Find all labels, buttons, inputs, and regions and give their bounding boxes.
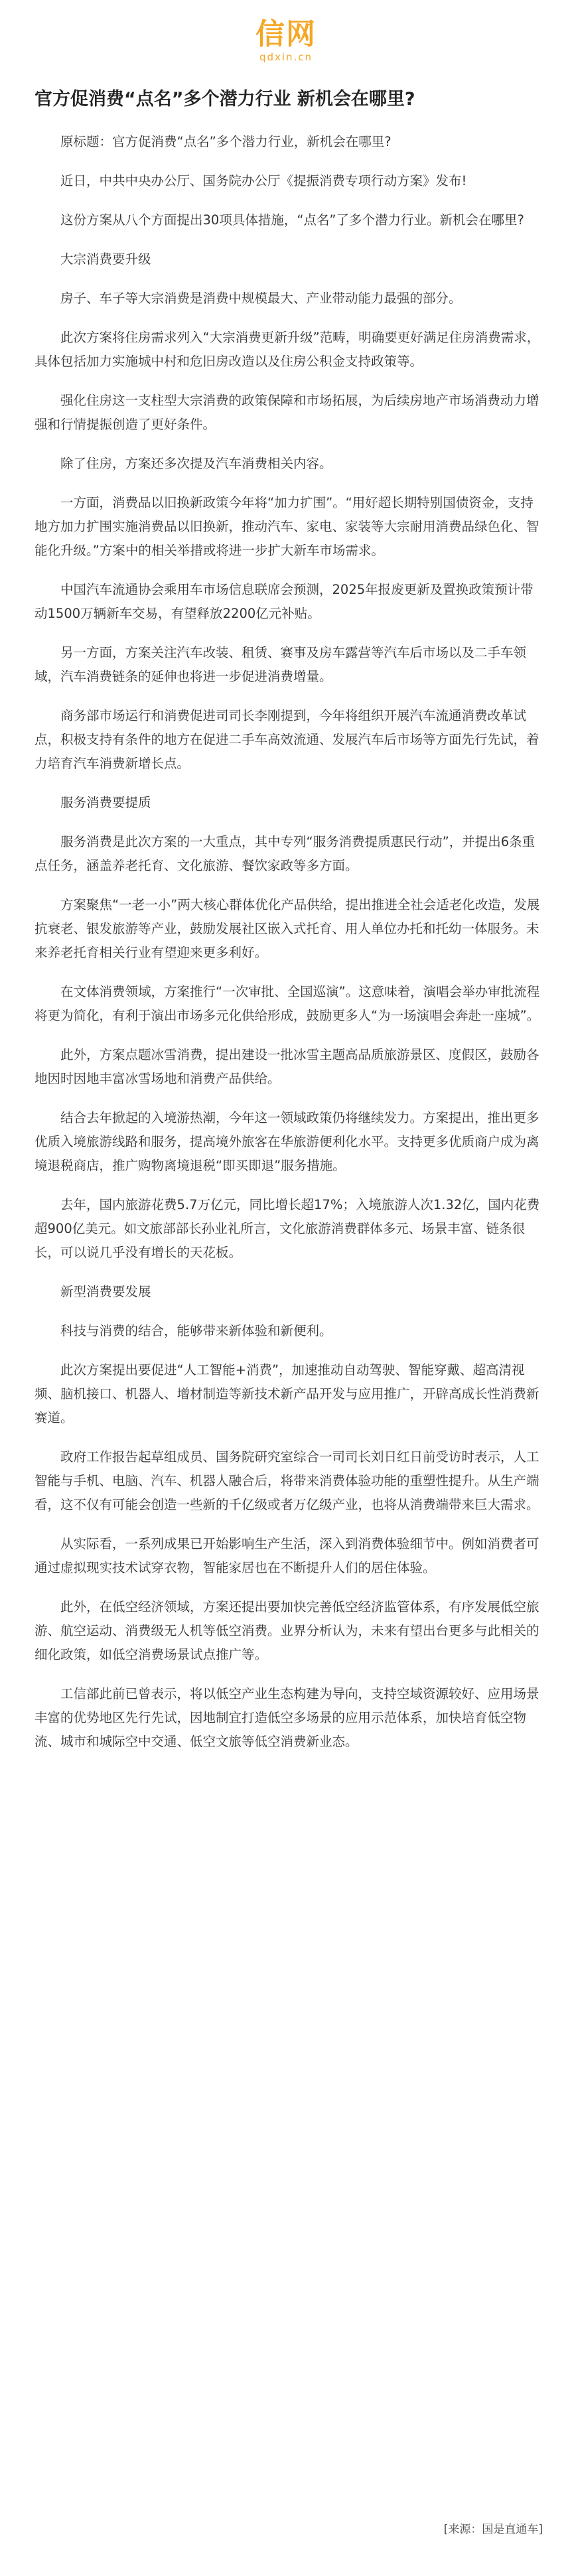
paragraph: 从实际看，一系列成果已开始影响生产生活，深入到消费体验细节中。例如消费者可通过虚拟现实技术试穿衣物，智能家居也在不断提升人们的居住体验。 [35,1536,539,1575]
paragraph: 房子、车子等大宗消费是消费中规模最大、产业带动能力最强的部分。 [60,291,462,306]
paragraph: 工信部此前已曾表示，将以低空产业生态构建为导向，支持空域资源较好、应用场景丰富的优势地区先行先试，因地制宜打造低空多场景的应用示范体系，加快培育低空物流、城市和城际空中交通、低空文旅等低空消费新业态。 [35,1686,539,1749]
section-heading: 新型消费要发展 [60,1284,151,1299]
paragraph: 此次方案提出要促进“人工智能+消费”，加速推动自动驾驶、智能穿戴、超高清视频、脑机接口、机器人、增材制造等新技术新产品开发与应用推广，开辟高成长性消费新赛道。 [35,1362,539,1425]
paragraph-original-title: 原标题：官方促消费“点名”多个潜力行业，新机会在哪里? [60,134,392,149]
paragraph: 近日，中共中央办公厅、国务院办公厅《提振消费专项行动方案》发布! [60,173,467,188]
article-body [35,130,543,1769]
paragraph: 中国汽车流通协会乘用车市场信息联席会预测，2025年报废更新及置换政策预计带动1500万辆新车交易，有望释放2200亿元补贴。 [35,582,534,621]
paragraph: 另一方面，方案关注汽车改装、租赁、赛事及房车露营等汽车后市场以及二手车领域，汽车消费链条的延伸也将进一步促进消费增量。 [35,645,527,684]
paragraph: 强化住房这一支柱型大宗消费的政策保障和市场拓展，为后续房地产市场消费动力增强和行情提振创造了更好条件。 [35,393,539,432]
site-logo[interactable] [255,17,317,62]
section-heading: 大宗消费要升级 [60,251,151,267]
paragraph: 在文体消费领域，方案推行“一次审批、全国巡演”。这意味着，演唱会举办审批流程将更为简化，有利于演出市场多元化供给形成，鼓励更多人“为一场演唱会奔赴一座城”。 [35,984,540,1023]
logo-domain: qdxin.cn [259,51,313,63]
article-title: 官方促消费“点名”多个潜力行业 新机会在哪里? [35,89,415,109]
paragraph: 除了住房，方案还多次提及汽车消费相关内容。 [60,456,332,471]
paragraph: 一方面，消费品以旧换新政策今年将“加力扩围”。“用好超长期特别国债资金，支持地方加力扩围实施消费品以旧换新，推动汽车、家电、家装等大宗耐用消费品绿色化、智能化升级。”方案中的相关举措或将进一步扩大新车市场需求。 [35,495,539,558]
paragraph: 商务部市场运行和消费促进司司长李刚提到，今年将组织开展汽车流通消费改革试点，积极支持有条件的地方在促进二手车高效流通、发展汽车后市场等方面先行先试，着力培育汽车消费新增长点。 [35,708,539,771]
section-heading: 服务消费要提质 [60,795,151,810]
paragraph: 方案聚焦“一老一小”两大核心群体优化产品供给，提出推进全社会适老化改造，发展抗衰老、银发旅游等产业，鼓励发展社区嵌入式托育、用人单位办托和托幼一体服务。未来养老托育相关行业有望迎来更多利好。 [35,897,540,960]
paragraph: 去年，国内旅游花费5.7万亿元，同比增长超17%；入境旅游人次1.32亿，国内花费超900亿美元。如文旅部部长孙业礼所言，文化旅游消费群体多元、场景丰富、链条很长，可以说几乎没有增长的天花板。 [35,1197,540,1260]
paragraph: 此次方案将住房需求列入“大宗消费更新升级”范畴，明确要更好满足住房消费需求，具体包括加力实施城中村和危旧房改造以及住房公积金支持政策等。 [35,330,540,369]
logo-text: 信网 [255,17,317,51]
paragraph: 此外，在低空经济领域，方案还提出要加快完善低空经济监管体系，有序发展低空旅游、航空运动、消费级无人机等低空消费。业界分析认为，未来有望出台更多与此相关的细化政策，如低空消费场景试点推广等。 [35,1599,539,1662]
paragraph: 这份方案从八个方面提出30项具体措施，“点名”了多个潜力行业。新机会在哪里? [60,212,524,228]
site-logo-wrap [0,17,572,63]
paragraph: 结合去年掀起的入境游热潮，今年这一领域政策仍将继续发力。方案提出，推出更多优质入境旅游线路和服务，提高境外旅客在华旅游便利化水平。支持更多优质商户成为离境退税商店，推广购物离境退税“即买即退”服务措施。 [35,1110,539,1173]
paragraph: 科技与消费的结合，能够带来新体验和新便利。 [60,1323,332,1338]
paragraph: 政府工作报告起草组成员、国务院研究室综合一司司长刘日红日前受访时表示，人工智能与手机、电脑、汽车、机器人融合后，将带来消费体验功能的重塑性提升。从生产端看，这不仅有可能会创造一些新的千亿级或者万亿级产业，也将从消费端带来巨大需求。 [35,1449,539,1512]
paragraph: 服务消费是此次方案的一大重点，其中专列“服务消费提质惠民行动”，并提出6条重点任务，涵盖养老托育、文化旅游、餐饮家政等多方面。 [35,834,536,873]
article-source: [来源：国是直通车] [443,2523,543,2536]
paragraph: 此外，方案点题冰雪消费，提出建设一批冰雪主题高品质旅游景区、度假区，鼓励各地因时因地丰富冰雪场地和消费产品供给。 [35,1047,539,1086]
